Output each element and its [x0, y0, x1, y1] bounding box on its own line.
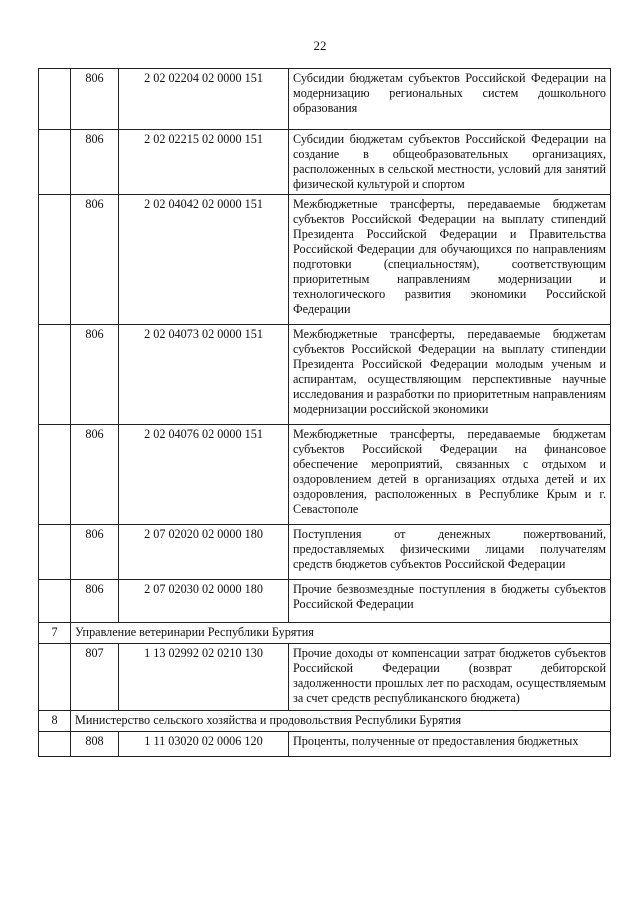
- revenue-code-cell: 2 02 02215 02 0000 151: [119, 130, 289, 195]
- row-number-cell: [39, 325, 71, 425]
- section-number: 8: [39, 711, 71, 732]
- table-row: [39, 425, 611, 525]
- admin-code-cell: 808: [71, 732, 119, 757]
- revenue-code-cell: 2 02 04042 02 0000 151: [119, 195, 289, 325]
- revenue-name-cell: Прочие доходы от компенсации затрат бюджетов субъектов Российской Федерации (возврат дебиторской задолженности прошлых лет по расходам, осуществляемым за счет средств республиканского бюджета): [289, 644, 611, 711]
- table-row: [39, 644, 611, 711]
- row-number-cell: [39, 644, 71, 711]
- revenue-code-cell: 1 11 03020 02 0006 120: [119, 732, 289, 757]
- admin-code-cell: 806: [71, 325, 119, 425]
- revenue-name-cell: Межбюджетные трансферты, передаваемые бюджетам субъектов Российской Федерации на выплату стипендий Президента Российской Федерации и Правительства Российской Федерации для обучающихся по направлениям подготовки (специальностям), соответствующим приоритетным направлениям модернизации и технологического развития экономики Российской Федерации: [289, 195, 611, 325]
- revenue-code-cell: 2 07 02030 02 0000 180: [119, 580, 289, 623]
- row-number-cell: [39, 732, 71, 757]
- section-title: Министерство сельского хозяйства и продовольствия Республики Бурятия: [71, 711, 611, 732]
- table-row: [39, 580, 611, 623]
- revenue-code-cell: 2 02 02204 02 0000 151: [119, 69, 289, 130]
- admin-code-cell: 806: [71, 130, 119, 195]
- revenue-name-cell: Межбюджетные трансферты, передаваемые бюджетам субъектов Российской Федерации на финансовое обеспечение мероприятий, связанных с отдыхом и оздоровлением детей в организациях отдыха детей и их оздоровления, расположенных в Республике Крым и г. Севастополе: [289, 425, 611, 525]
- revenue-name-cell: Проценты, полученные от предоставления бюджетных: [289, 732, 611, 757]
- revenue-name-cell: Межбюджетные трансферты, передаваемые бюджетам субъектов Российской Федерации на выплату стипендии Президента Российской Федерации молодым ученым и аспирантам, осуществляющим перспективные научные исследования и разработки по приоритетным направлениям модернизации российской экономики: [289, 325, 611, 425]
- table-row: [39, 325, 611, 425]
- table-row: [39, 732, 611, 757]
- section-title: Управление ветеринарии Республики Бурятия: [71, 623, 611, 644]
- row-number-cell: [39, 580, 71, 623]
- row-number-cell: [39, 425, 71, 525]
- section-number: 7: [39, 623, 71, 644]
- revenue-code-cell: 2 02 04076 02 0000 151: [119, 425, 289, 525]
- table-row: [39, 130, 611, 195]
- admin-code-cell: 807: [71, 644, 119, 711]
- table-row: [39, 525, 611, 580]
- revenue-name-cell: Прочие безвозмездные поступления в бюджеты субъектов Российской Федерации: [289, 580, 611, 623]
- revenue-code-cell: 2 07 02020 02 0000 180: [119, 525, 289, 580]
- revenue-code-cell: 2 02 04073 02 0000 151: [119, 325, 289, 425]
- row-number-cell: [39, 195, 71, 325]
- row-number-cell: [39, 525, 71, 580]
- admin-code-cell: 806: [71, 69, 119, 130]
- admin-code-cell: 806: [71, 580, 119, 623]
- table-row: [39, 195, 611, 325]
- section-header-row: [39, 711, 611, 732]
- revenue-name-cell: Поступления от денежных пожертвований, предоставляемых физическими лицами получателям средств бюджетов субъектов Российской Федерации: [289, 525, 611, 580]
- table-row: [39, 69, 611, 130]
- row-number-cell: [39, 69, 71, 130]
- admin-code-cell: 806: [71, 195, 119, 325]
- row-number-cell: [39, 130, 71, 195]
- admin-code-cell: 806: [71, 425, 119, 525]
- admin-code-cell: 806: [71, 525, 119, 580]
- section-header-row: [39, 623, 611, 644]
- page-number: 22: [313, 38, 327, 53]
- revenue-code-cell: 1 13 02992 02 0210 130: [119, 644, 289, 711]
- revenue-name-cell: Субсидии бюджетам субъектов Российской Федерации на модернизацию региональных систем дошкольного образования: [289, 69, 611, 130]
- revenue-codes-table: [38, 68, 611, 757]
- revenue-name-cell: Субсидии бюджетам субъектов Российской Федерации на создание в общеобразовательных организациях, расположенных в сельской местности, условий для занятий физической культурой и спортом: [289, 130, 611, 195]
